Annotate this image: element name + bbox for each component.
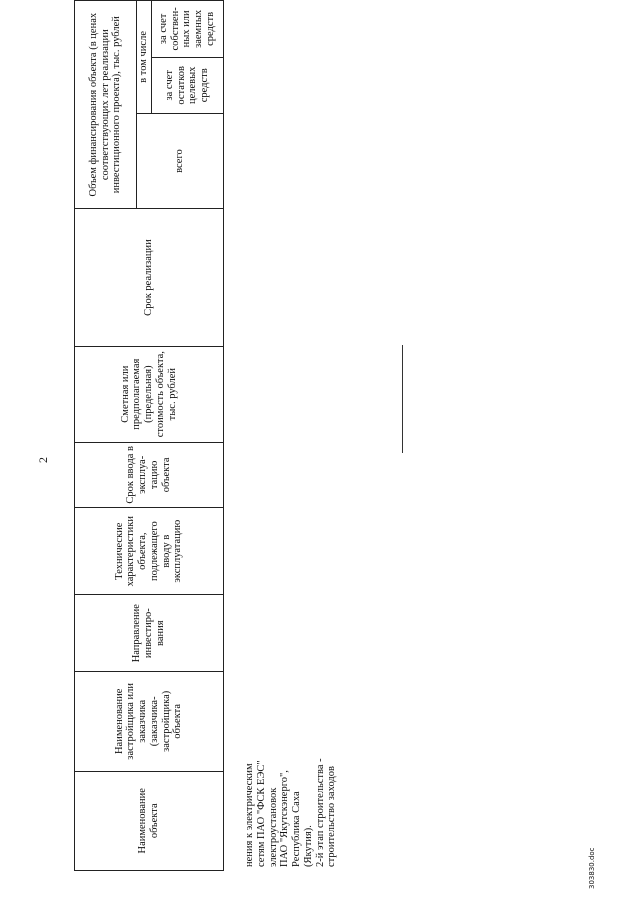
object-line: ПАО "Якутскэнерго", xyxy=(279,770,291,867)
header-own-funds: за счет собствен-ных или заемных средств xyxy=(151,1,223,58)
header-total: всего xyxy=(137,113,224,209)
header-term: Срок реализации xyxy=(75,209,224,346)
object-line: 2-й этап строительства - xyxy=(314,758,326,867)
header-customer: Наименование застройщика или заказчика (заказчика-застройщика) объекта xyxy=(75,672,224,771)
header-including: в том числе xyxy=(137,1,152,114)
file-name: 303830.doc xyxy=(588,847,596,889)
object-line: строительство заходов xyxy=(326,766,338,867)
separator-line xyxy=(402,345,403,453)
header-direction: Направление инвестиро-вания xyxy=(75,595,224,672)
header-commission: Срок ввода в эксплуа-тацию объекта xyxy=(75,442,224,508)
object-line: электроустановок xyxy=(267,787,279,867)
header-object-name: Наименование объекта xyxy=(75,771,224,870)
header-cost: Сметная или предполагаемая (предельная) стоимость объекта, тыс. рублей xyxy=(75,346,224,442)
object-description xyxy=(244,677,338,867)
object-line: нения к электрическим xyxy=(244,763,255,867)
object-line: сетям ПАО "ФСК ЕЭС" xyxy=(255,760,267,867)
object-line: (Якутия). xyxy=(302,825,314,867)
object-line: Республика Саха xyxy=(291,791,302,867)
page-number: 2 xyxy=(36,457,50,463)
investment-table xyxy=(74,0,224,871)
header-tech: Технические характеристики объекта, подлежащего вводу в эксплуатацию xyxy=(75,508,224,595)
header-target-funds: за счет остатков целевых средств xyxy=(151,57,223,113)
header-financing: Объем финансирования объекта (в ценах соответствующих лет реализации инвестиционного проекта), тыс. рублей xyxy=(75,1,137,209)
